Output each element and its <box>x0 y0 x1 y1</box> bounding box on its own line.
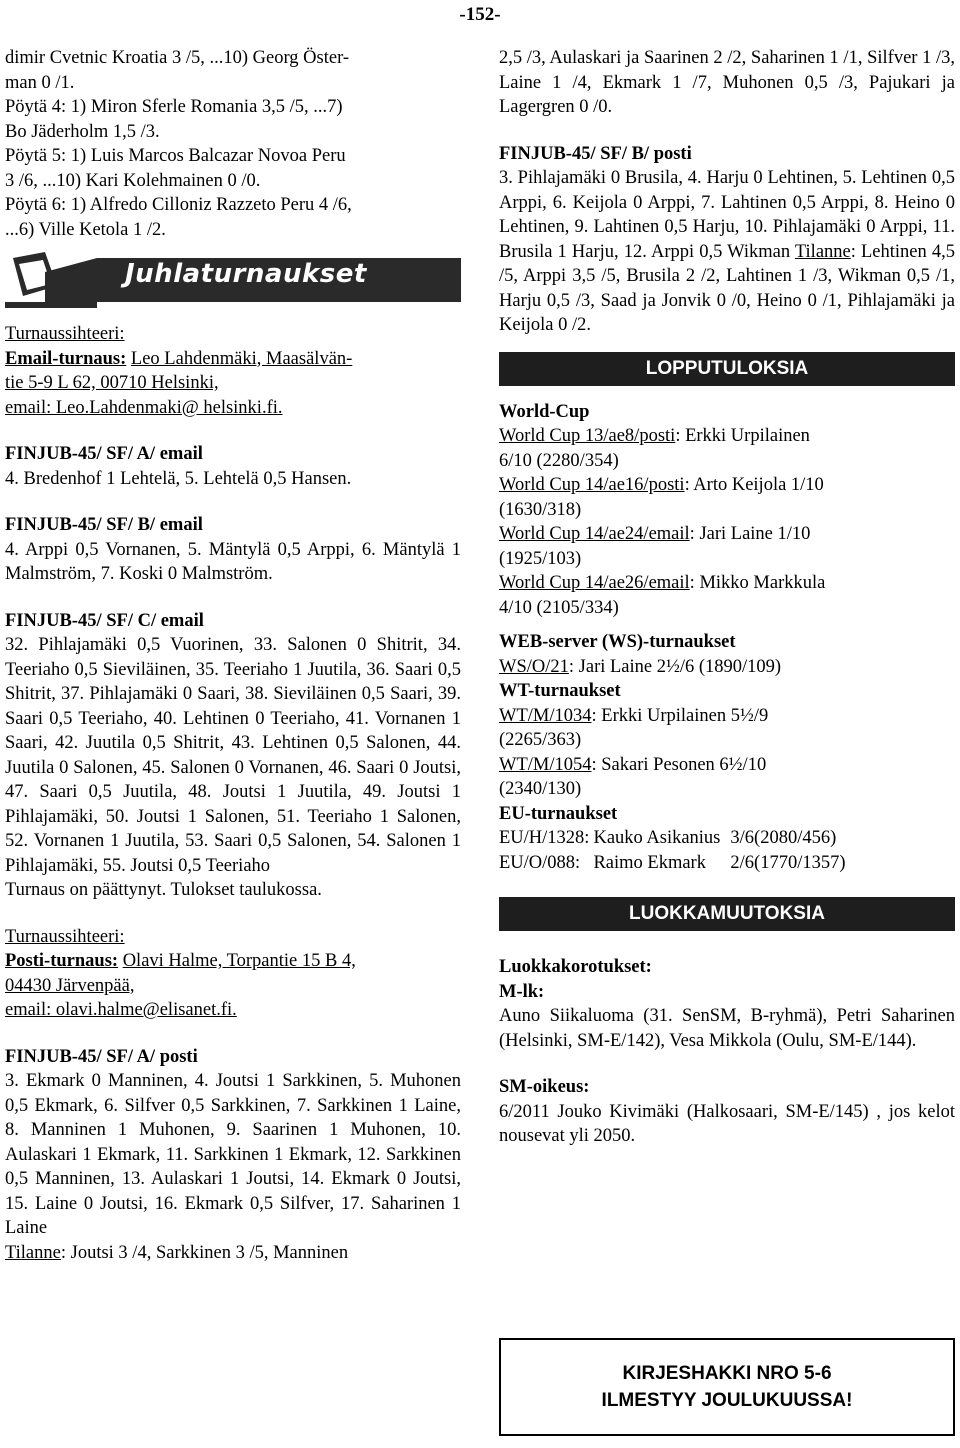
web-entry: WS/O/21: Jari Laine 2½/6 (1890/109) <box>499 656 782 677</box>
eu-table <box>499 826 846 875</box>
left-column <box>5 46 461 1265</box>
intro-results <box>5 46 461 242</box>
table-row <box>499 851 846 876</box>
section-heading-b-posti: FINJUB-45/ SF/ B/ posti <box>499 143 692 164</box>
notice-line: ILMESTYY JOULUKUUSSA! <box>601 1390 853 1411</box>
post-tournament-address: 04430 Järvenpää, <box>5 975 135 996</box>
worldcup-heading: World-Cup <box>499 401 590 422</box>
email-tournament-contact: Email-turnaus: Leo Lahdenmäki, Maasälvän- <box>5 348 353 369</box>
eu-rating: (1770/1357) <box>754 852 846 873</box>
director2-label: Turnaussihteeri: <box>5 926 125 947</box>
wt-detail: (2340/130) <box>499 779 582 799</box>
sm-text: 6/2011 Jouko Kivimäki (Halkosaari, SM-E/145) , jos kelot nousevat yli 2050. <box>499 1101 955 1146</box>
worldcup-detail: 4/10 (2105/334) <box>499 597 619 618</box>
worldcup-entry: World Cup 14/ae16/posti: Arto Keijola 1/10 <box>499 475 824 495</box>
section-heading-a-posti: FINJUB-45/ SF/ A/ posti <box>5 1046 198 1067</box>
table-row <box>499 826 846 851</box>
wt-detail: (2265/363) <box>499 730 582 750</box>
mlk-heading: M-lk: <box>499 981 545 1002</box>
eu-name: Kauko Asikanius <box>593 828 721 848</box>
section-text-b-posti: 3. Pihlajamäki 0 Brusila, 4. Harju 0 Lehtinen, 5. Lehtinen 0,5 Arppi, 6. Keijola 0 Arppi, 7. Lahtinen 0,5 Arppi, 8. Heino 0 Lehtinen, 9. Lahtinen 0,5 Harju, 10. Pihlajamäki 0 Arppi, 11. Brusila 1 Harju, 12. Arppi 0,5 Wikman Tilanne: Lehtinen 4,5 /5, Arppi 3,5 /5, Brusila 2 /2, Lahtinen 1 /3, Wikman 0,5 /1, Harju 0,5 /3, Saad ja Jonvik 0 /0, Heino 0 /1, Pihlajamäki ja Keijola 0 /2. <box>499 168 955 335</box>
page-number: -152- <box>459 4 501 25</box>
intro-line: dimir Cvetnic Kroatia 3 /5, ...10) Georg Öster- <box>5 48 350 68</box>
section-heading-b-email: FINJUB-45/ SF/ B/ email <box>5 515 203 535</box>
section-heading-a-email: FINJUB-45/ SF/ A/ email <box>5 444 203 464</box>
continuation-text: 2,5 /3, Aulaskari ja Saarinen 2 /2, Saharinen 1 /1, Silfver 1 /3, Laine 1 /4, Ekmark 1 /7, Muhonen 0,5 /3, Pajukari ja Lagergren 0 /0. <box>499 48 955 117</box>
sm-heading: SM-oikeus: <box>499 1077 590 1097</box>
intro-line: ...6) Ville Ketola 1 /2. <box>5 219 166 240</box>
eu-rating: (2080/456) <box>754 828 837 848</box>
intro-line: 3 /6, ...10) Kari Kolehmainen 0 /0. <box>5 170 261 191</box>
worldcup-entry: World Cup 14/ae26/email: Mikko Markkula <box>499 573 826 593</box>
section-text-c-email: 32. Pihlajamäki 0,5 Vuorinen, 33. Salonen 0 Shitrit, 34. Teeriaho 0,5 Sieviläinen, 35. Teeriaho 1 Juutila, 36. Saari 0,5 Shitrit, 37. Pihlajamäki 0 Saari, 38. Sieviläinen 0,5 Saari, 39. Saari 0,5 Teeriaho, 40. Lehtinen 0 Teeriaho, 41. Vornanen 1 Saari, 42. Juutila 0,5 Shitrit, 43. Lehtinen 0,5 Salonen, 44. Juutila 0 Salonen, 45. Salonen 0 Vornanen, 46. Saari 0 Joutsi, 47. Saari 0,5 Juutila, 48. Joutsi 1 Juutila, 49. Joutsi 1 Pihlajamäki, 50. Joutsi 1 Salonen, 51. Teeriaho 1 Salonen, 52. Vornanen 1 Juutila, 53. Saari 0,5 Salonen, 54. Salonen 1 Pihlajamäki, 55. Joutsi 0,5 Teeriaho <box>5 635 461 876</box>
section-text-b-email: 4. Arppi 0,5 Vornanen, 5. Mäntylä 0,5 Arppi, 6. Mäntylä 1 Malmström, 7. Koski 0 Malmström. <box>5 539 461 584</box>
finished-note: Turnaus on päättynyt. Tulokset taulukossa. <box>5 880 322 900</box>
eu-heading: EU-turnaukset <box>499 803 618 824</box>
wt-entry: WT/M/1054: Sakari Pesonen 6½/10 <box>499 754 767 775</box>
worldcup-entry: World Cup 14/ae24/email: Jari Laine 1/10 <box>499 524 811 544</box>
email-tournament-address: tie 5-9 L 62, 00710 Helsinki, <box>5 373 219 393</box>
right-column <box>499 46 955 1149</box>
section-heading-c-email: FINJUB-45/ SF/ C/ email <box>5 610 204 631</box>
eu-code: EU/H/1328: <box>499 828 590 848</box>
web-heading: WEB-server (WS)-turnaukset <box>499 632 736 652</box>
eu-score: 3/6 <box>730 828 755 848</box>
wt-entry: WT/M/1034: Erkki Urpilainen 5½/9 <box>499 705 769 726</box>
standings-a-posti: Tilanne: Joutsi 3 /4, Sarkkinen 3 /5, Manninen <box>5 1242 349 1263</box>
promotions-heading: Luokkakorotukset: <box>499 957 652 977</box>
intro-line: Pöytä 5: 1) Luis Marcos Balcazar Novoa Peru <box>5 146 346 166</box>
lopputuloksia-bar: LOPPUTULOKSIA <box>499 352 955 386</box>
eu-name: Raimo Ekmark <box>593 852 706 873</box>
intro-line: Pöytä 6: 1) Alfredo Cilloniz Razzeto Peru 4 /6, <box>5 195 352 215</box>
eu-score: 2/6 <box>730 852 755 873</box>
worldcup-detail: (1925/103) <box>499 548 582 569</box>
wt-heading: WT-turnaukset <box>499 681 621 701</box>
post-tournament-contact: Posti-turnaus: Olavi Halme, Torpantie 15 B 4, <box>5 951 356 971</box>
intro-line: Bo Jäderholm 1,5 /3. <box>5 121 160 142</box>
banner-decoration-icon <box>5 252 97 308</box>
worldcup-entry: World Cup 13/ae8/posti: Erkki Urpilainen <box>499 426 810 446</box>
luokkamuutoksia-bar: LUOKKAMUUTOKSIA <box>499 897 955 931</box>
banner-title: Juhlaturnaukset <box>125 259 367 289</box>
email-tournament-email[interactable]: email: Leo.Lahdenmaki@ helsinki.fi. <box>5 397 283 418</box>
post-tournament-email[interactable]: email: olavi.halme@elisanet.fi. <box>5 1000 237 1020</box>
worldcup-detail: (1630/318) <box>499 499 582 520</box>
section-text-a-posti: 3. Ekmark 0 Manninen, 4. Joutsi 1 Sarkkinen, 5. Muhonen 0,5 Ekmark, 6. Silfver 0,5 Sarkkinen, 7. Sarkkinen 1 Laine, 8. Manninen 1 Muhonen, 9. Saarinen 1 Muhonen, 10. Aulaskari 1 Ekmark, 11. Sarkkinen 1 Ekmark, 12. Sarkkinen 0,5 Manninen, 13. Aulaskari 1 Joutsi, 14. Ekmark 0 Joutsi, 15. Laine 0 Joutsi, 16. Ekmark 0,5 Silfver, 17. Saharinen 1 Laine <box>5 1071 461 1238</box>
eu-code: EU/O/088: <box>499 852 581 873</box>
juhlaturnaukset-banner <box>5 258 461 302</box>
next-issue-notice <box>499 1338 955 1436</box>
director-label: Turnaussihteeri: <box>5 324 125 344</box>
worldcup-detail: 6/10 (2280/354) <box>499 450 619 471</box>
mlk-text: Auno Siikaluoma (31. SenSM, B-ryhmä), Petri Saharinen (Helsinki, SM-E/142), Vesa Mikkola (Oulu, SM-E/144). <box>499 1006 955 1051</box>
notice-line: KIRJESHAKKI NRO 5-6 <box>622 1363 832 1384</box>
section-text-a-email: 4. Bredenhof 1 Lehtelä, 5. Lehtelä 0,5 Hansen. <box>5 468 352 489</box>
intro-line: man 0 /1. <box>5 72 75 93</box>
intro-line: Pöytä 4: 1) Miron Sferle Romania 3,5 /5, ...7) <box>5 97 343 117</box>
